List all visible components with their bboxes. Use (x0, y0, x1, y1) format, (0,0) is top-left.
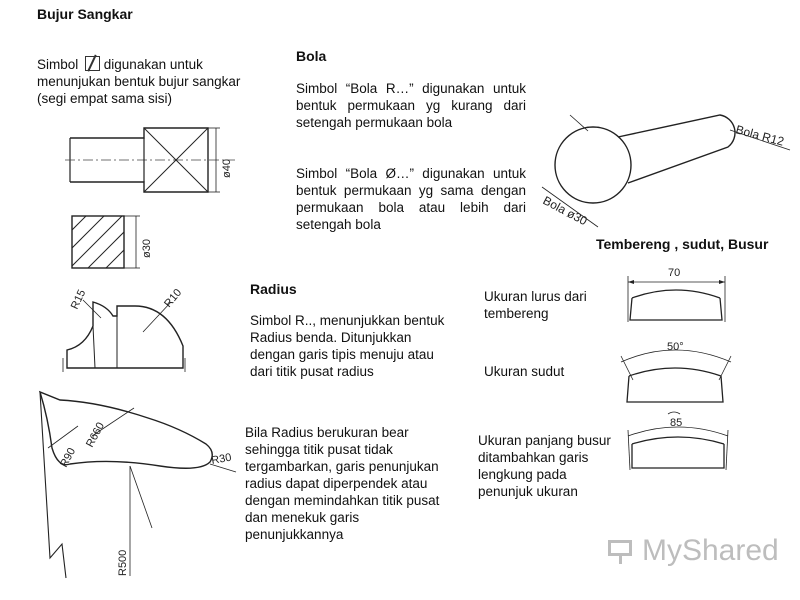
large-radius-drawing (30, 388, 240, 578)
radius-text-1: Simbol R.., menunjukkan bentuk Radius benda. Ditunjukkan dengan garis tipis menuju atau dari titik pusat radius (250, 313, 445, 379)
dim-40: ø40 (221, 159, 233, 178)
label-r15: R15 (68, 287, 89, 312)
bola-text-1: Simbol “Bola R…” digunakan untuk bentuk permukaan yg kurang dari setengah permukaan bola (296, 81, 526, 130)
bola-text-2: Simbol “Bola Ø…” digunakan untuk bentuk permukaan yg sama dengan permukaan bola atau lebih dari setengah bola (296, 166, 526, 232)
segment-arc-drawing (620, 408, 740, 478)
radius-title: Radius (250, 281, 297, 297)
tembereng-lurus-text: Ukuran lurus dari tembereng (484, 289, 587, 321)
dim-85: 85 (670, 417, 683, 429)
bujur-description (37, 56, 262, 107)
presentation-icon (606, 538, 636, 564)
tembereng-sudut-text: Ukuran sudut (484, 364, 565, 379)
label-r660: R660 (84, 420, 107, 450)
dim-70: 70 (668, 267, 681, 279)
label-r90: R90 (58, 445, 79, 470)
tembereng-busur-text: Ukuran panjang busur ditambahkan garis lengkung pada penunjuk ukuran (478, 433, 611, 499)
segment-angle-drawing (615, 336, 740, 411)
bujur-text-pre: Simbol (37, 57, 79, 72)
radius-text-2: Bila Radius berukuran bear sehingga titik pusat tidak tergambarkan, garis penunjukan radius dapat diperpendek atau dengan memindahkan titik pusat dan menekuk garis penunjukkannya (245, 425, 440, 542)
square-symbol-icon (85, 56, 100, 71)
label-r10: R10 (162, 286, 185, 310)
bola-title: Bola (296, 48, 327, 64)
label-bola-d30: Bola ø30 (540, 193, 590, 229)
myshared-logo (606, 534, 779, 568)
bujur-text-post: digunakan untuk menunjukan bentuk bujur sangkar (segi empat sama sisi) (37, 57, 241, 106)
bujur-title: Bujur Sangkar (37, 6, 133, 22)
dim-30: ø30 (141, 239, 153, 258)
label-r30: R30 (210, 451, 233, 467)
logo-text: MyShared (642, 534, 779, 567)
label-bola-r12: Bola R12 (734, 122, 786, 149)
square-shaft-drawing (60, 120, 240, 200)
tembereng-title: Tembereng , sudut, Busur (596, 236, 769, 252)
segment-straight-drawing (620, 262, 740, 332)
square-section-drawing (60, 212, 170, 272)
label-r500: R500 (117, 549, 129, 576)
dim-50deg: 50° (667, 341, 684, 353)
radius-part-drawing (55, 280, 205, 375)
ball-handle-drawing (530, 95, 800, 230)
